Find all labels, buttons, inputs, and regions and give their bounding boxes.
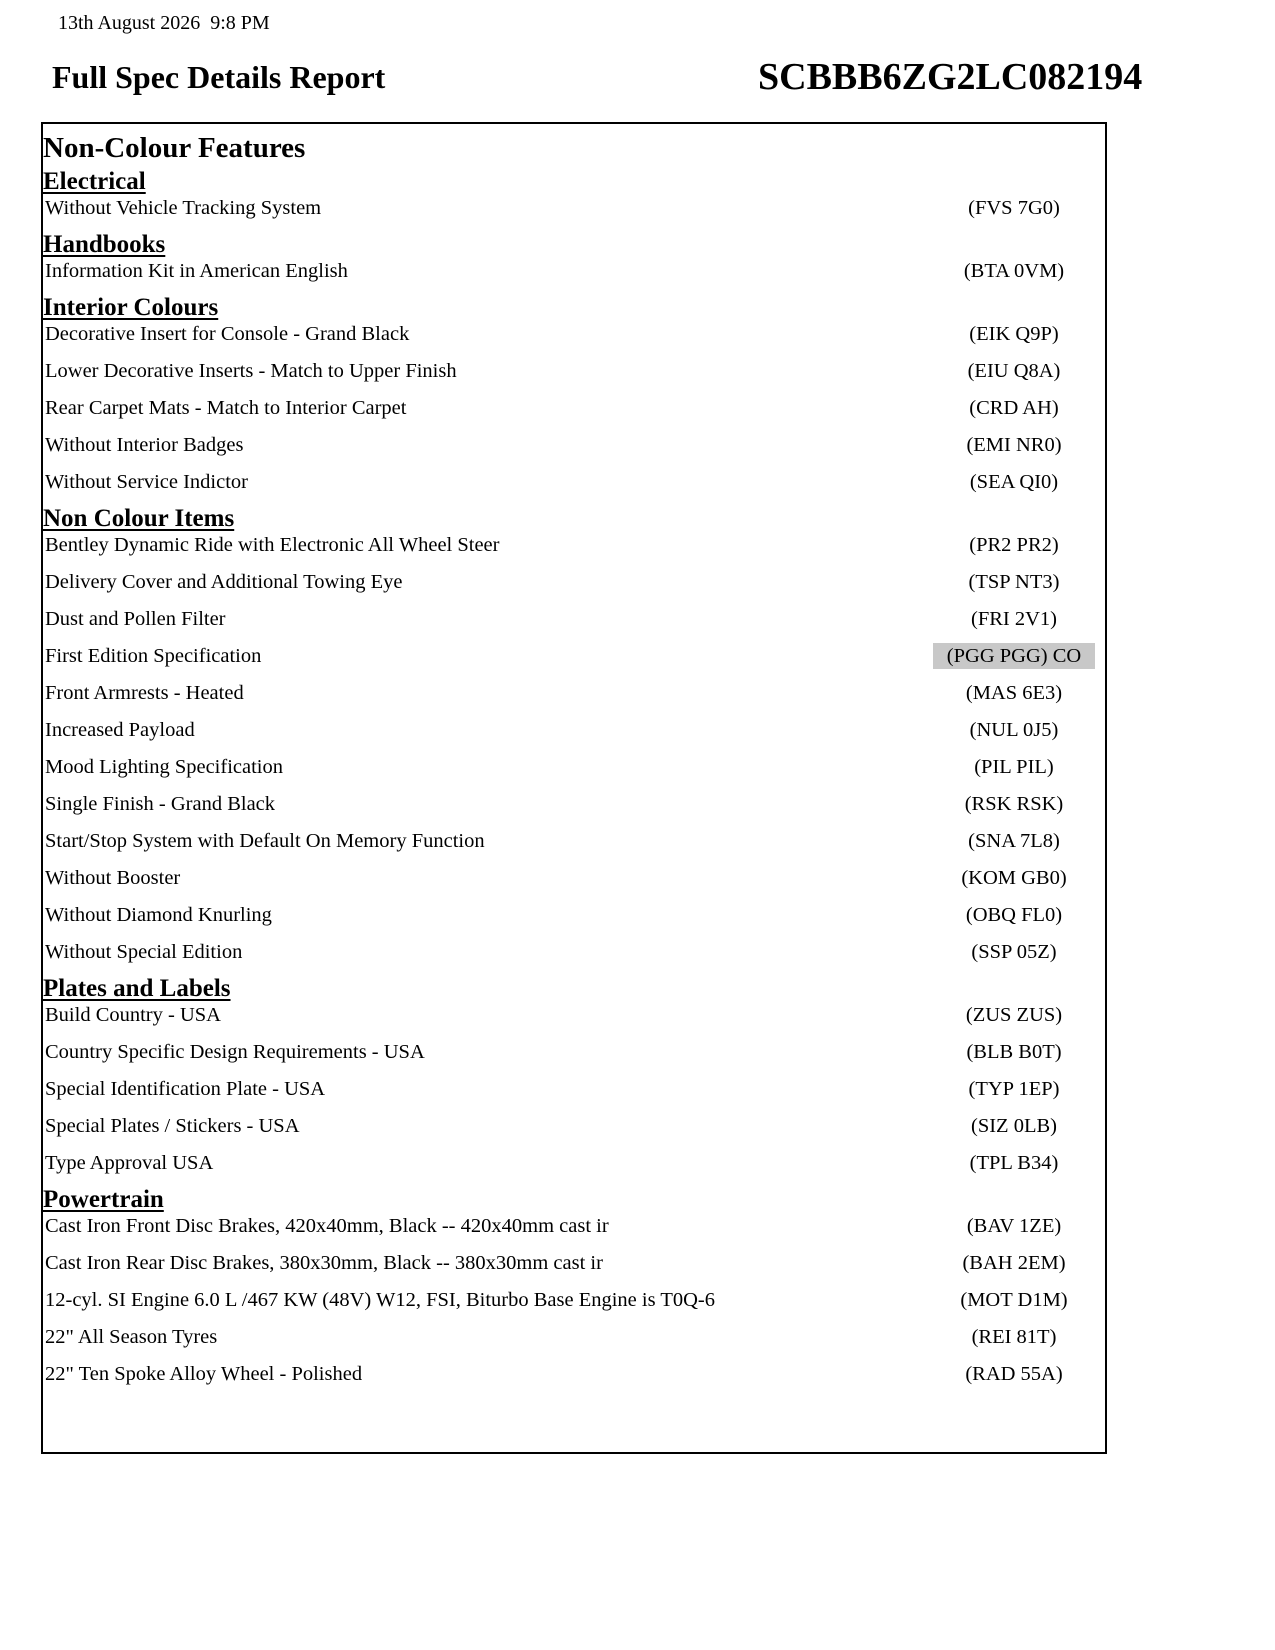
feature-code: (FRI 2V1) [971, 608, 1057, 630]
feature-name: Special Plates / Stickers - USA [45, 1115, 300, 1137]
feature-name: Bentley Dynamic Ride with Electronic All Wheel Steer [45, 534, 500, 556]
feature-name: Without Booster [45, 867, 181, 889]
group-heading: Electrical [43, 168, 146, 195]
feature-name: Increased Payload [45, 719, 195, 741]
feature-name: Without Service Indictor [45, 471, 248, 493]
feature-code: (MAS 6E3) [965, 682, 1063, 704]
feature-name: Mood Lighting Specification [45, 756, 283, 778]
report-title: Full Spec Details Report [52, 59, 386, 95]
feature-name: Without Diamond Knurling [45, 904, 272, 926]
feature-name: Delivery Cover and Additional Towing Eye [45, 571, 403, 593]
feature-code: (EMI NR0) [966, 434, 1062, 456]
feature-name: 22" Ten Spoke Alloy Wheel - Polished [45, 1363, 363, 1385]
feature-name: Rear Carpet Mats - Match to Interior Carpet [45, 397, 407, 419]
feature-code: (SEA QI0) [969, 471, 1059, 493]
report-timestamp: 13th August 2026 9:8 PM [58, 12, 270, 34]
feature-code: (OBQ FL0) [965, 904, 1063, 926]
group-heading: Powertrain [43, 1186, 164, 1213]
feature-name: Cast Iron Rear Disc Brakes, 380x30mm, Black -- 380x30mm cast ir [45, 1252, 603, 1274]
group-heading: Handbooks [43, 231, 166, 258]
feature-code: (BTA 0VM) [963, 260, 1065, 282]
feature-name: 22" All Season Tyres [45, 1326, 218, 1348]
feature-code: (BLB B0T) [966, 1041, 1062, 1063]
feature-name: Dust and Pollen Filter [45, 608, 226, 630]
feature-code: (NUL 0J5) [969, 719, 1059, 741]
group-heading: Plates and Labels [43, 975, 231, 1002]
feature-code: (TYP 1EP) [968, 1078, 1060, 1100]
feature-code: (CRD AH) [969, 397, 1059, 419]
feature-code: (BAV 1ZE) [966, 1215, 1062, 1237]
feature-name: Start/Stop System with Default On Memory Function [45, 830, 485, 852]
group-heading: Non Colour Items [43, 505, 235, 532]
feature-name: Cast Iron Front Disc Brakes, 420x40mm, Black -- 420x40mm cast ir [45, 1215, 609, 1237]
feature-code: (KOM GB0) [961, 867, 1067, 889]
feature-code: (ZUS ZUS) [965, 1004, 1063, 1026]
feature-name: 12-cyl. SI Engine 6.0 L /467 KW (48V) W12, FSI, Biturbo Base Engine is T0Q-6 [45, 1289, 715, 1311]
feature-code: (EIU Q8A) [967, 360, 1061, 382]
feature-name: Information Kit in American English [45, 260, 348, 282]
feature-name: First Edition Specification [45, 645, 262, 667]
feature-name: Decorative Insert for Console - Grand Black [45, 323, 410, 345]
feature-name: Type Approval USA [45, 1152, 214, 1174]
feature-code: (BAH 2EM) [962, 1252, 1066, 1274]
spec-box [41, 122, 1107, 1454]
feature-name: Front Armrests - Heated [45, 682, 244, 704]
feature-code: (SIZ 0LB) [971, 1115, 1057, 1137]
feature-code: (SSP 05Z) [971, 941, 1057, 963]
feature-name: Lower Decorative Inserts - Match to Upper Finish [45, 360, 457, 382]
feature-name: Without Special Edition [45, 941, 243, 963]
feature-code: (EIK Q9P) [969, 323, 1059, 345]
feature-code: (REI 81T) [971, 1326, 1057, 1348]
feature-code: (FVS 7G0) [968, 197, 1060, 219]
feature-code: (TPL B34) [969, 1152, 1059, 1174]
section-title: Non-Colour Features [43, 132, 306, 164]
feature-code: (MOT D1M) [960, 1289, 1068, 1311]
group-heading: Interior Colours [43, 294, 219, 321]
feature-code: (RAD 55A) [965, 1363, 1063, 1385]
feature-name: Without Vehicle Tracking System [45, 197, 322, 219]
feature-name: Country Specific Design Requirements - USA [45, 1041, 425, 1063]
feature-code: (TSP NT3) [968, 571, 1060, 593]
feature-code: (PIL PIL) [974, 756, 1054, 778]
feature-code: (PR2 PR2) [969, 534, 1059, 556]
feature-code: (RSK RSK) [964, 793, 1064, 815]
vin-number: SCBBB6ZG2LC082194 [758, 56, 1143, 98]
feature-code: (SNA 7L8) [968, 830, 1060, 852]
feature-name: Single Finish - Grand Black [45, 793, 276, 815]
feature-name: Without Interior Badges [45, 434, 244, 456]
feature-code: (PGG PGG) CO [933, 643, 1095, 669]
feature-name: Build Country - USA [45, 1004, 221, 1026]
feature-name: Special Identification Plate - USA [45, 1078, 326, 1100]
